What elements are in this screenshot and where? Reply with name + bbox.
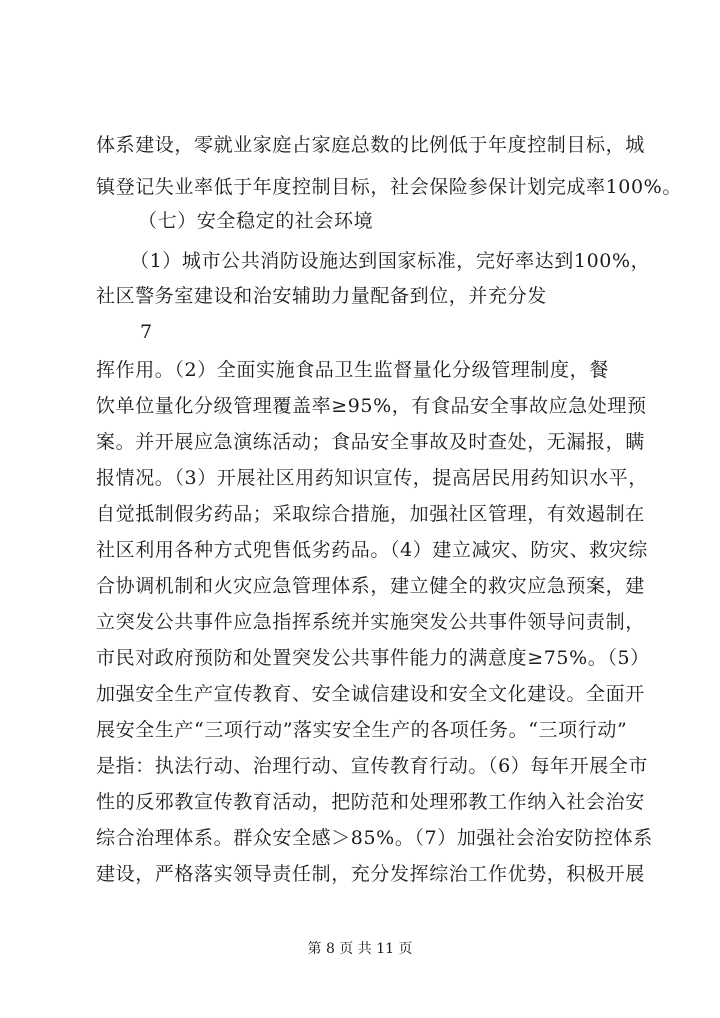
body-line: 饮单位量化分级管理覆盖率≥95%，有食品安全事故应急处理预 [96, 395, 647, 417]
body-line: 体系建设，零就业家庭占家庭总数的比例低于年度控制目标，城 [96, 134, 645, 156]
body-line: 加强安全生产宣传教育、安全诚信建设和安全文化建设。全面开 [96, 683, 645, 705]
body-line: 报情况。（3）开展社区用药知识宣传，提高居民用药知识水平， [96, 467, 648, 489]
body-line: 性的反邪教宣传教育活动，把防范和处理邪教工作纳入社会治安 [96, 791, 645, 813]
body-line: （1）城市公共消防设施达到国家标准，完好率达到100%， [130, 250, 651, 272]
section-heading: （七）安全稳定的社会环境 [138, 210, 374, 232]
body-line: 市民对政府预防和处置突发公共事件能力的满意度≥75%。（5） [96, 647, 650, 669]
body-line: 社区利用各种方式兜售低劣药品。（4）建立减灾、防灾、救灾综 [96, 539, 648, 561]
body-line: 挥作用。（2）全面实施食品卫生监督量化分级管理制度，餐 [96, 359, 609, 381]
body-line: 立突发公共事件应急指挥系统并实施突发公共事件领导问责制， [96, 611, 645, 633]
body-line: 社区警务室建设和治安辅助力量配备到位，并充分发 [96, 285, 547, 307]
body-line: 综合治理体系。群众安全感＞85%。（7）加强社会治安防控体系 [96, 827, 653, 849]
body-line: 案。并开展应急演练活动；食品安全事故及时查处，无漏报，瞒 [96, 431, 645, 453]
body-line: 展安全生产“三项行动”落实安全生产的各项任务。“三项行动” [96, 719, 628, 741]
body-line: 合协调机制和火灾应急管理体系，建立健全的救灾应急预案，建 [96, 575, 645, 597]
page-footer: 第 8 页 共 11 页 [307, 941, 413, 957]
body-line: 自觉抵制假劣药品；采取综合措施，加强社区管理，有效遏制在 [96, 503, 645, 525]
body-line: 建设，严格落实领导责任制，充分发挥综治工作优势，积极开展 [96, 863, 645, 885]
body-line: 镇登记失业率低于年度控制目标，社会保险参保计划完成率100%。 [96, 176, 682, 198]
body-line: 是指：执法行动、治理行动、宣传教育行动。（6）每年开展全市 [96, 755, 648, 777]
inline-page-number: 7 [140, 321, 153, 343]
